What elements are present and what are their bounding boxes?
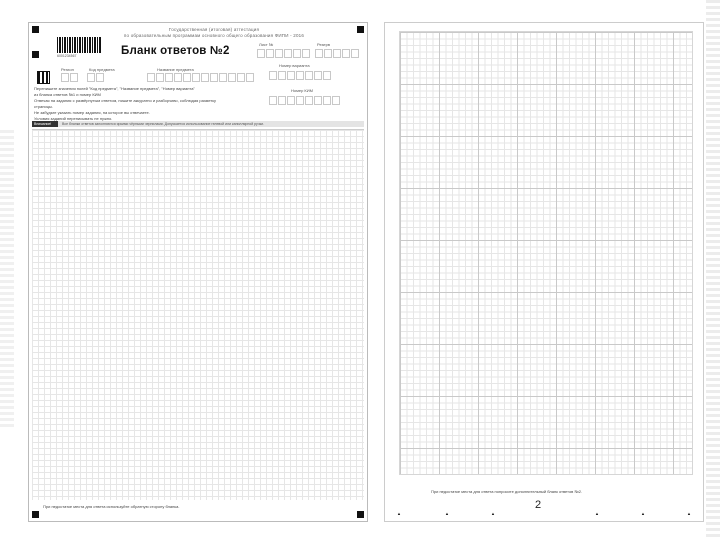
alignment-arrow: ▲	[445, 511, 449, 516]
barcode-number: 6001234567	[57, 54, 77, 58]
form-header	[99, 27, 329, 39]
subject-code-cells[interactable]	[87, 73, 104, 82]
answer-form-page-1	[28, 22, 368, 522]
alignment-arrow: ▲	[641, 511, 645, 516]
subject-code-label: Код предмета	[89, 67, 115, 72]
form-title: Бланк ответов №2	[121, 45, 230, 57]
alignment-arrow: ▲	[397, 511, 401, 516]
answer-grid[interactable]	[399, 31, 693, 475]
instruction-line: Условия заданий переписывать не нужно.	[34, 116, 113, 121]
warning-label: Внимание!	[32, 121, 58, 127]
warning-text: Все бланки ответов заполняются яркими чёрными чернилами. Допускается использование гелевой или капиллярной ручки.	[62, 122, 265, 126]
answer-grid-major-lines	[400, 32, 692, 474]
variant-cells[interactable]	[269, 71, 331, 80]
warning-strip	[32, 121, 364, 127]
instruction-line: Не забудьте указать номер задания, на которое вы отвечаете.	[34, 110, 150, 115]
instruction-line: из бланка ответов №1 и номер КИМ	[34, 92, 101, 97]
form-header-line: Государственная (итоговая) аттестация	[168, 27, 260, 32]
region-cells[interactable]	[61, 73, 78, 82]
qr-code	[37, 71, 50, 84]
registration-mark	[32, 26, 39, 33]
alignment-arrow: ▲	[687, 511, 691, 516]
subject-name-cells[interactable]	[147, 73, 254, 82]
slide-side-decoration	[706, 0, 720, 540]
answer-form-page-2	[384, 22, 704, 522]
kim-cells[interactable]	[269, 96, 340, 105]
sheet-number-cells[interactable]	[257, 49, 310, 58]
alignment-arrow: ▲	[595, 511, 599, 516]
variant-label: Номер варианта	[279, 63, 310, 68]
registration-mark	[357, 511, 364, 518]
instructions	[34, 86, 234, 122]
kim-label: Номер КИМ	[291, 88, 313, 93]
registration-mark	[32, 511, 39, 518]
registration-mark	[357, 26, 364, 33]
footer-note: При недостатке места для ответа попросите дополнительный бланк ответов №2.	[431, 489, 583, 494]
footer-note: При недостатке места для ответа используйте обратную сторону бланка.	[43, 504, 180, 509]
form-header-line: по образовательным программам основного общего образования ФИПИ - 2016	[123, 33, 305, 38]
reserve-cells[interactable]	[315, 49, 359, 58]
region-label: Регион	[61, 67, 74, 72]
registration-mark	[32, 51, 39, 58]
instruction-line: Отвечая на задания с развёрнутым ответом, пишите аккуратно и разборчиво, соблюдая разметку страницы.	[34, 98, 217, 109]
instruction-line: Перепишите значения полей "Код предмета", "Название предмета", "Номер варианта"	[34, 86, 195, 91]
reserve-label: Резерв	[317, 42, 330, 47]
barcode	[57, 37, 101, 53]
slide-left-decoration	[0, 130, 14, 430]
alignment-arrow: ▲	[491, 511, 495, 516]
sheet-number-label: Лист №	[259, 42, 274, 47]
subject-name-label: Название предмета	[157, 67, 194, 72]
answer-grid[interactable]	[32, 129, 364, 500]
page-number: 2	[535, 499, 542, 511]
